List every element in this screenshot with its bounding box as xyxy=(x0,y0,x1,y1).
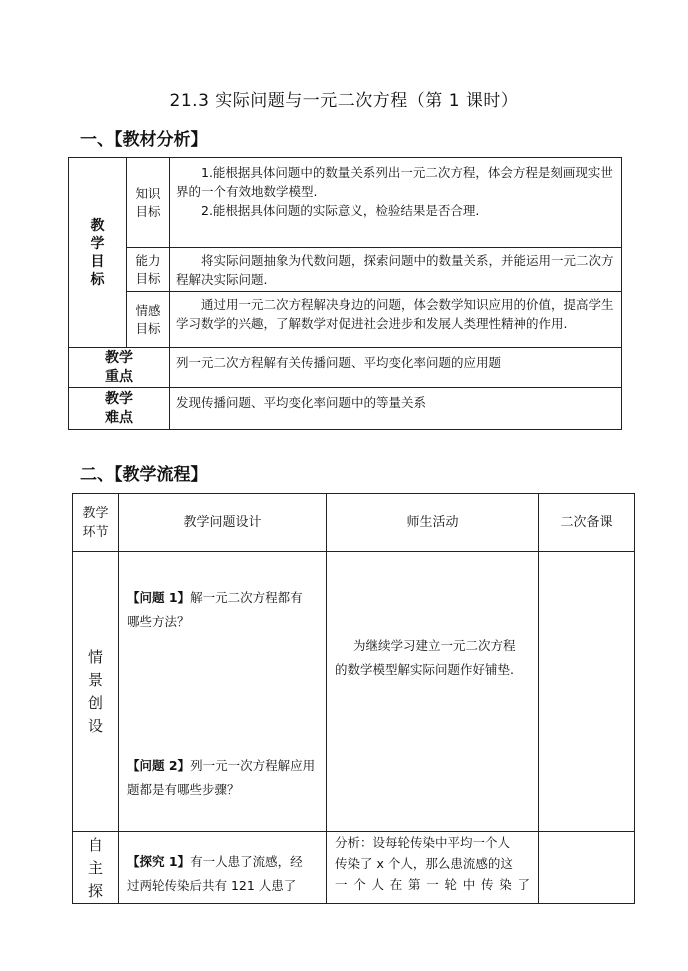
emotion-goal-text: 通过用一元二次方程解决身边的问题，体会数学知识应用的价值，提高学生学习数学的兴趣，了解数学对促进社会进步和发展人类理性精神的作用. xyxy=(170,292,622,348)
notes-scenario xyxy=(539,552,635,832)
teaching-flow-table xyxy=(72,493,635,904)
stage-scenario: 情 景 创 设 xyxy=(73,552,119,832)
explore-question-cell: 【探究 1】有一人患了流感，经 过两轮传染后共有 121 人患了 xyxy=(119,832,327,904)
emotion-goal-label: 情感 目标 xyxy=(127,292,170,348)
question-design-cell: 【问题 1】解一元二次方程都有 哪些方法？ 【问题 2】列一元一次方程解应用 题都是有哪些步骤？ xyxy=(119,552,327,832)
page-title: 21.3 实际问题与一元二次方程（第 1 课时） xyxy=(169,91,519,111)
teaching-goals-label: 教 学 目 标 xyxy=(69,158,127,348)
section-heading-flow: 二、【教学流程】 xyxy=(80,465,208,485)
difficulty-label: 教学 难点 xyxy=(69,388,170,430)
notes-explore xyxy=(539,832,635,904)
section-heading-analysis: 一、【教材分析】 xyxy=(80,130,208,150)
explore-1: 【探究 1】有一人患了流感，经 xyxy=(127,854,303,869)
activity-explore: 分析：设每轮传染中平均一个人 传染了 x 个人，那么患流感的这 一 个 人 在 第 一 轮 中 传 染 了 xyxy=(327,832,539,904)
key-point-label: 教学 重点 xyxy=(69,348,170,388)
knowledge-goal-text: 1.能根据具体问题中的数量关系列出一元二次方程，体会方程是刻画现实世界的一个有效地数学模型. 2.能根据具体问题的实际意义，检验结果是否合理. xyxy=(170,158,622,248)
stage-explore: 自 主 探 xyxy=(73,832,119,904)
difficulty-text: 发现传播问题、平均变化率问题中的等量关系 xyxy=(170,388,622,430)
header-stage: 教学 环节 xyxy=(73,494,119,552)
question-1: 【问题 1】解一元二次方程都有 xyxy=(127,590,303,605)
header-activity: 师生活动 xyxy=(327,494,539,552)
ability-goal-text: 将实际问题抽象为代数问题，探索问题中的数量关系，并能运用一元二次方程解决实际问题. xyxy=(170,248,622,292)
knowledge-goal-label: 知识 目标 xyxy=(127,158,170,248)
header-design: 教学问题设计 xyxy=(119,494,327,552)
analysis-table xyxy=(68,157,622,430)
activity-scenario: 为继续学习建立一元二次方程 的数学模型解实际问题作好铺垫. xyxy=(327,552,539,832)
header-notes: 二次备课 xyxy=(539,494,635,552)
key-point-text: 列一元二次方程解有关传播问题、平均变化率问题的应用题 xyxy=(170,348,622,388)
question-2: 【问题 2】列一元一次方程解应用 xyxy=(127,758,316,773)
ability-goal-label: 能力 目标 xyxy=(127,248,170,292)
